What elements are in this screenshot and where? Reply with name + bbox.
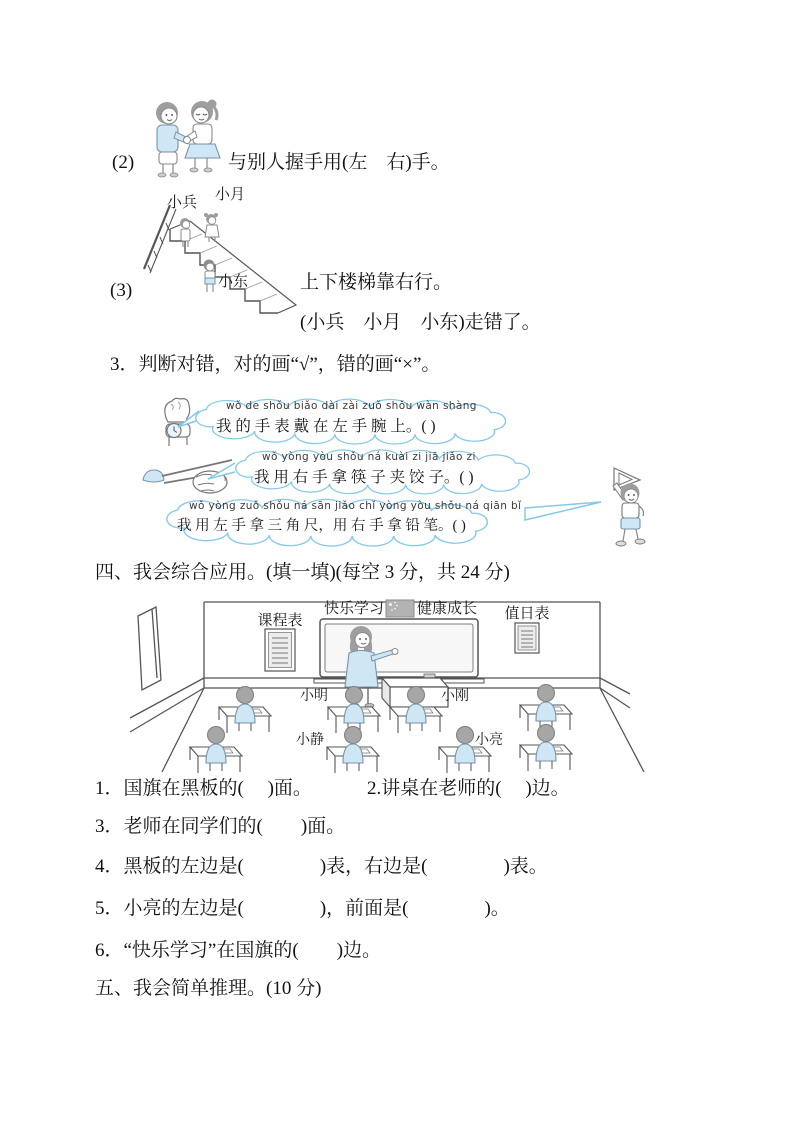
question-4-5: 5．小亮的左边是( )，前面是( )。 <box>95 898 510 919</box>
bubble-2-tail <box>206 460 236 484</box>
stair-label-xiaobing: 小兵 <box>166 195 198 211</box>
handshake-illustration <box>140 94 235 179</box>
student-label-xiaoliang: 小亮 <box>475 733 503 748</box>
boy-with-triangle-ruler-icon <box>600 466 658 554</box>
bubble-3-pinyin: wǒ yòng zuǒ shǒu ná sān jiǎo chǐ yòng yòu shǒu ná qiān bǐ <box>189 500 522 512</box>
bubble-2-pinyin: wǒ yòng yòu shǒu ná kuài zi jiā jiǎo zi <box>262 451 476 463</box>
classroom-illustration <box>128 592 632 772</box>
question-4-6: 6．“快乐学习”在国旗的( )边。 <box>95 940 382 961</box>
exercise-3-number: (3) <box>110 280 133 301</box>
section-4-heading: 四、我会综合应用。(填一填)(每空 3 分，共 24 分) <box>95 562 510 583</box>
banner-left-label: 快乐学习 <box>323 601 385 617</box>
exercise-3-line1: 上下楼梯靠右行。 <box>300 272 453 293</box>
stair-label-xiaoyue: 小月 <box>214 187 246 203</box>
question-4-3: 3．老师在同学们的( )面。 <box>95 816 346 837</box>
student-label-xiaojing: 小静 <box>296 733 324 748</box>
speech-bubble-2 <box>234 445 564 492</box>
speech-bubble-3 <box>165 494 525 544</box>
flag-icon <box>386 600 414 617</box>
student-label-xiaogang: 小刚 <box>441 689 469 704</box>
bubble-1-pinyin: wǒ de shǒu biǎo dài zài zuǒ shǒu wàn shàng <box>226 400 477 412</box>
stair-label-xiaodong: 小东 <box>217 274 249 290</box>
section-5-heading: 五、我会简单推理。(10 分) <box>95 978 322 999</box>
bubble-3-text: 我 用 左 手 拿 三 角 尺，用 右 手 拿 铅 笔。( ) <box>177 518 466 534</box>
exercise-3-line2: (小兵 小月 小东)走错了。 <box>300 312 541 333</box>
bubble-1-text: 我 的 手 表 戴 在 左 手 腕 上。( ) <box>216 418 436 435</box>
exercise-2-text: 与别人握手用(左 右)手。 <box>228 152 450 173</box>
poster-left-label: 课程表 <box>257 613 303 629</box>
bubble-3-tail <box>523 500 603 530</box>
banner-right-label: 健康成长 <box>416 601 478 617</box>
bubble-2-text: 我 用 右 手 拿 筷 子 夹 饺 子。( ) <box>254 469 474 486</box>
exercise-2-number: (2) <box>112 152 135 173</box>
question-3-heading: 3．判断对错，对的画“√”，错的画“×”。 <box>110 354 441 375</box>
question-4-4: 4．黑板的左边是( )表，右边是( )表。 <box>95 856 548 877</box>
question-4-2: 2.讲桌在老师的( )边。 <box>367 778 570 799</box>
student-label-xiaoming: 小明 <box>300 689 328 704</box>
speech-bubble-1 <box>194 394 542 442</box>
staircase-illustration <box>138 185 303 325</box>
question-4-1: 1．国旗在黑板的( )面。 <box>95 778 312 799</box>
poster-right-label: 值日表 <box>504 606 550 622</box>
